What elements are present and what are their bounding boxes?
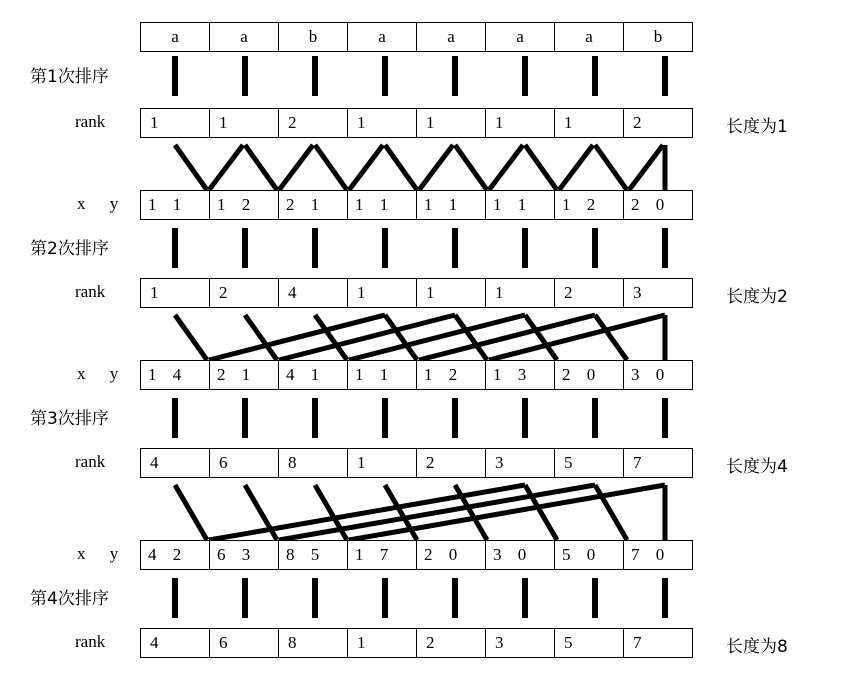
- char-cell: a: [347, 22, 417, 52]
- row-xy-3: [140, 540, 693, 570]
- rank-cell: 1: [209, 108, 279, 138]
- xy-cell: 1 3: [485, 360, 555, 390]
- rank-cell: 3: [623, 278, 693, 308]
- xy-cell: 1 2: [554, 190, 624, 220]
- length-label-4: 长度为8: [726, 637, 788, 657]
- row-rank-4: [140, 628, 693, 658]
- char-cell: a: [209, 22, 279, 52]
- rank-cell: 2: [416, 628, 486, 658]
- rank-cell: 2: [209, 278, 279, 308]
- rank-label-3: rank: [75, 452, 106, 471]
- rank-cell: 1: [347, 108, 417, 138]
- xy-cell: 4 2: [140, 540, 210, 570]
- rank-cell: 7: [623, 448, 693, 478]
- rank-cell: 4: [140, 628, 210, 658]
- length-label-1: 长度为1: [726, 117, 788, 137]
- xy-cell: 1 1: [485, 190, 555, 220]
- xy-cell: 2 0: [416, 540, 486, 570]
- xy-cell: 5 0: [554, 540, 624, 570]
- pass-2-label: 第2次排序: [30, 239, 109, 259]
- rank-cell: 1: [554, 108, 624, 138]
- char-cell: a: [554, 22, 624, 52]
- rank-cell: 1: [485, 278, 555, 308]
- char-cell: b: [278, 22, 348, 52]
- xy-cell: 7 0: [623, 540, 693, 570]
- rank-cell: 1: [347, 278, 417, 308]
- char-cell: a: [140, 22, 210, 52]
- xy-label-1: x y: [77, 194, 129, 213]
- xy-cell: 3 0: [623, 360, 693, 390]
- rank-cell: 1: [347, 628, 417, 658]
- xy-label-2: x y: [77, 364, 129, 383]
- rank-cell: 8: [278, 628, 348, 658]
- row-chars: [140, 22, 693, 52]
- xy-cell: 3 0: [485, 540, 555, 570]
- rank-cell: 2: [554, 278, 624, 308]
- rank-cell: 2: [623, 108, 693, 138]
- rank-cell: 1: [140, 108, 210, 138]
- xy-cell: 2 0: [623, 190, 693, 220]
- rank-cell: 2: [416, 448, 486, 478]
- row-xy-2: [140, 360, 693, 390]
- rank-cell: 7: [623, 628, 693, 658]
- xy-cell: 1 1: [347, 190, 417, 220]
- char-cell: a: [485, 22, 555, 52]
- rank-label-4: rank: [75, 632, 106, 651]
- rank-cell: 3: [485, 628, 555, 658]
- rank-cell: 1: [140, 278, 210, 308]
- xy-cell: 2 0: [554, 360, 624, 390]
- rank-cell: 1: [347, 448, 417, 478]
- xy-cell: 1 4: [140, 360, 210, 390]
- xy-cell: 6 3: [209, 540, 279, 570]
- row-rank-3: [140, 448, 693, 478]
- pass-1-label: 第1次排序: [30, 67, 109, 87]
- xy-cell: 1 2: [416, 360, 486, 390]
- xy-cell: 8 5: [278, 540, 348, 570]
- rank-label-1: rank: [75, 112, 106, 131]
- rank-cell: 5: [554, 628, 624, 658]
- xy-cell: 2 1: [278, 190, 348, 220]
- rank-cell: 8: [278, 448, 348, 478]
- xy-cell: 1 1: [140, 190, 210, 220]
- rank-cell: 6: [209, 448, 279, 478]
- row-rank-1: [140, 108, 693, 138]
- rank-cell: 6: [209, 628, 279, 658]
- pass-3-label: 第3次排序: [30, 409, 109, 429]
- rank-cell: 1: [485, 108, 555, 138]
- char-cell: b: [623, 22, 693, 52]
- rank-cell: 1: [416, 108, 486, 138]
- rank-cell: 4: [278, 278, 348, 308]
- row-rank-2: [140, 278, 693, 308]
- xy-cell: 4 1: [278, 360, 348, 390]
- xy-label-3: x y: [77, 544, 129, 563]
- xy-cell: 1 2: [209, 190, 279, 220]
- rank-cell: 4: [140, 448, 210, 478]
- rank-label-2: rank: [75, 282, 106, 301]
- xy-cell: 2 1: [209, 360, 279, 390]
- rank-cell: 2: [278, 108, 348, 138]
- pass-4-label: 第4次排序: [30, 589, 109, 609]
- row-xy-1: [140, 190, 693, 220]
- length-label-3: 长度为4: [726, 457, 788, 477]
- rank-cell: 1: [416, 278, 486, 308]
- length-label-2: 长度为2: [726, 287, 788, 307]
- char-cell: a: [416, 22, 486, 52]
- xy-cell: 1 1: [416, 190, 486, 220]
- xy-cell: 1 1: [347, 360, 417, 390]
- rank-cell: 3: [485, 448, 555, 478]
- xy-cell: 1 7: [347, 540, 417, 570]
- rank-cell: 5: [554, 448, 624, 478]
